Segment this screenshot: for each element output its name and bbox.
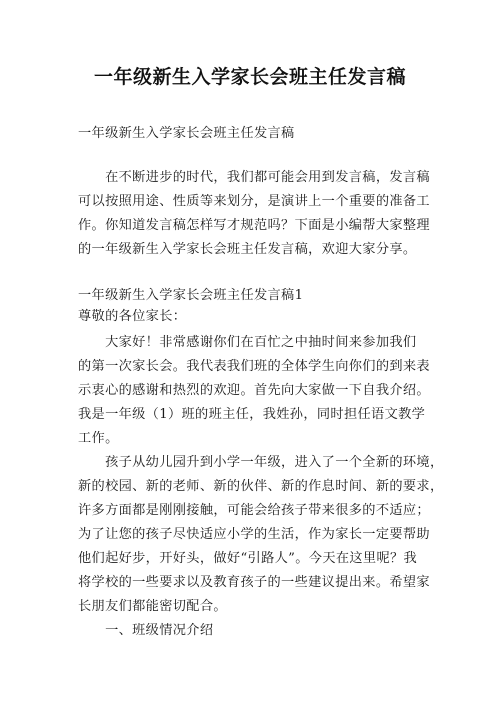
intro-line: 可以按照用途、性质等来划分，是演讲上一个重要的准备工 [78,194,430,209]
section-heading: 一、班级情况介绍 [78,623,214,638]
document-title: 一年级新生入学家长会班主任发言稿 [93,66,406,88]
paragraph-line: 的第一次家长会。我代表我们班的全体学生向你们的到来表 [78,359,430,374]
paragraph-line: 孩子从幼儿园升到小学一年级，进入了一个全新的环境， [78,455,444,470]
intro-line: 在不断进步的时代，我们都可能会用到发言稿，发言稿 [78,170,430,185]
paragraph-line: 我是一年级（1）班的班主任，我姓孙，同时担任语文教学 [78,407,426,422]
intro-line: 的一年级新生入学家长会班主任发言稿，欢迎大家分享。 [78,242,417,257]
greeting: 尊敬的各位家长： [78,309,187,324]
paragraph-line: 新的校园、新的老师、新的伙伴、新的作息时间、新的要求， [78,479,444,494]
paragraph-line: 许多方面都是刚刚接触，可能会给孩子带来很多的不适应； [78,503,430,518]
intro-line: 作。你知道发言稿怎样写才规范吗？下面是小编帮大家整理 [78,218,430,233]
document-subtitle: 一年级新生入学家长会班主任发言稿 [78,126,295,141]
paragraph-line: 大家好！非常感谢你们在百忙之中抽时间来参加我们 [78,335,417,350]
paragraph-line: 工作。 [78,431,119,446]
paragraph-line: 他们起好步，开好头，做好“引路人”。今天在这里呢？我 [78,551,418,566]
paragraph-line: 长朋友们都能密切配合。 [78,599,227,614]
paragraph-line: 将学校的一些要求以及教育孩子的一些建议提出来。希望家 [78,575,430,590]
section-title: 一年级新生入学家长会班主任发言稿1 [78,288,304,303]
paragraph-line: 示衷心的感谢和热烈的欢迎。首先向大家做一下自我介绍。 [78,383,430,398]
paragraph-line: 为了让您的孩子尽快适应小学的生活，作为家长一定要帮助 [78,527,430,542]
